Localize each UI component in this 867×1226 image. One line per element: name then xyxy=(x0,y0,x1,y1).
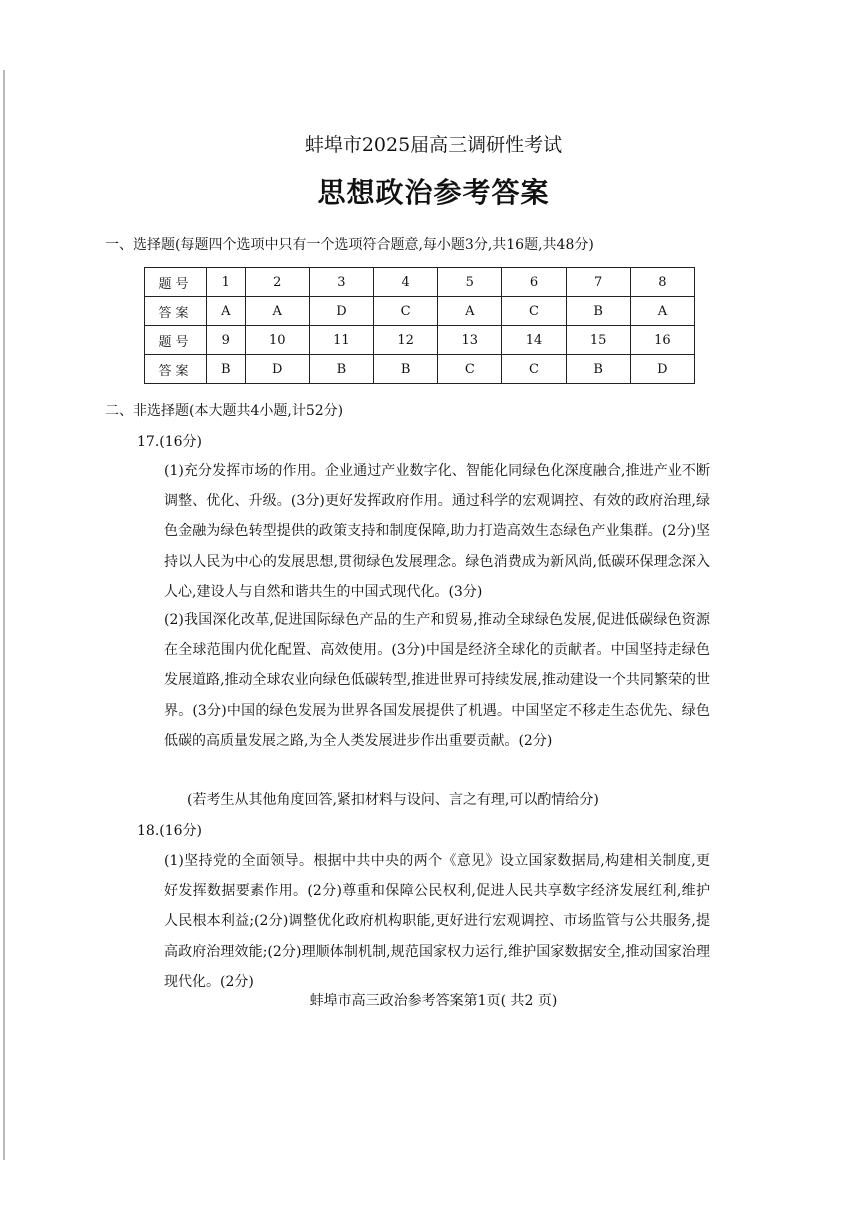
row-label: 题号 xyxy=(145,268,207,297)
table-cell: 10 xyxy=(245,326,309,355)
table-cell: D xyxy=(309,297,373,326)
question-18-heading: 18.(16分) xyxy=(137,823,203,839)
table-cell: 7 xyxy=(566,268,630,297)
table-cell: 3 xyxy=(309,268,373,297)
table-cell: 5 xyxy=(438,268,502,297)
table-cell: B xyxy=(566,297,630,326)
table-cell: C xyxy=(374,297,438,326)
table-cell: B xyxy=(566,355,630,384)
table-row xyxy=(145,355,695,384)
row-label: 题号 xyxy=(145,326,207,355)
table-cell: B xyxy=(207,355,246,384)
table-cell: 8 xyxy=(630,268,694,297)
section2-heading: 二、非选择题(本大题共4小题,计52分) xyxy=(105,403,344,419)
page-footer: 蚌埠市高三政治参考答案第1页( 共2 页) xyxy=(309,993,558,1009)
page-title: 思想政治参考答案 xyxy=(317,176,550,209)
grading-note: (若考生从其他角度回答,紧扣材料与设问、言之有理,可以酌情给分) xyxy=(187,792,599,808)
table-cell: D xyxy=(630,355,694,384)
table-cell: C xyxy=(502,297,566,326)
table-cell: A xyxy=(207,297,246,326)
table-cell: 13 xyxy=(438,326,502,355)
table-cell: 14 xyxy=(502,326,566,355)
table-cell: 15 xyxy=(566,326,630,355)
row-label: 答案 xyxy=(145,355,207,384)
table-cell: 12 xyxy=(374,326,438,355)
table-cell: A xyxy=(245,297,309,326)
table-cell: D xyxy=(245,355,309,384)
table-cell: C xyxy=(438,355,502,384)
row-label: 答案 xyxy=(145,297,207,326)
table-cell: 2 xyxy=(245,268,309,297)
question-17-heading: 17.(16分) xyxy=(137,434,203,450)
answer-table xyxy=(144,267,695,384)
table-cell: 16 xyxy=(630,326,694,355)
table-cell: 6 xyxy=(502,268,566,297)
table-cell: C xyxy=(502,355,566,384)
table-row xyxy=(145,326,695,355)
table-row xyxy=(145,268,695,297)
table-cell: B xyxy=(374,355,438,384)
table-cell: 4 xyxy=(374,268,438,297)
table-row xyxy=(145,297,695,326)
exam-subtitle: 蚌埠市2025届高三调研性考试 xyxy=(304,134,563,156)
section1-heading: 一、选择题(每题四个选项中只有一个选项符合题意,每小题3分,共16题,共48分) xyxy=(105,237,594,253)
table-cell: A xyxy=(630,297,694,326)
question-17-part1: (1)充分发挥市场的作用。企业通过产业数字化、智能化同绿色化深度融合,推进产业不断调整、优化、升级。(3分)更好发挥政府作用。通过科学的宏观调控、有效的政府治理,绿色金融为绿色转型提供的政策支持和制度保障,助力打造高效生态绿色产业集群。(2分)坚持以人民为中心的发展思想,贯彻绿色发展理念。绿色消费成为新风尚,低碳环保理念深入人心,建设人与自然和谐共生的中国式现代化。(3分) xyxy=(164,463,710,600)
question-18-part1: (1)坚持党的全面领导。根据中共中央的两个《意见》设立国家数据局,构建相关制度,更好发挥数据要素作用。(2分)尊重和保障公民权利,促进人民共享数字经济发展红利,维护人民根本利益;(2分)调整优化政府机构职能,更好进行宏观调控、市场监管与公共服务,提高政府治理效能;(2分)理顺体制机制,规范国家权力运行,维护国家数据安全,推动国家治理现代化。(2分) xyxy=(164,853,710,990)
table-cell: A xyxy=(438,297,502,326)
table-cell: B xyxy=(309,355,373,384)
table-cell: 11 xyxy=(309,326,373,355)
question-17-part2: (2)我国深化改革,促进国际绿色产品的生产和贸易,推动全球绿色发展,促进低碳绿色资源在全球范围内优化配置、高效使用。(3分)中国是经济全球化的贡献者。中国坚持走绿色发展道路,推动全球农业向绿色低碳转型,推进世界可持续发展,推动建设一个共同繁荣的世界。(3分)中国的绿色发展为世界各国发展提供了机遇。中国坚定不移走生态优先、绿色低碳的高质量发展之路,为全人类发展进步作出重要贡献。(2分) xyxy=(164,612,710,749)
table-cell: 1 xyxy=(207,268,246,297)
table-cell: 9 xyxy=(207,326,246,355)
